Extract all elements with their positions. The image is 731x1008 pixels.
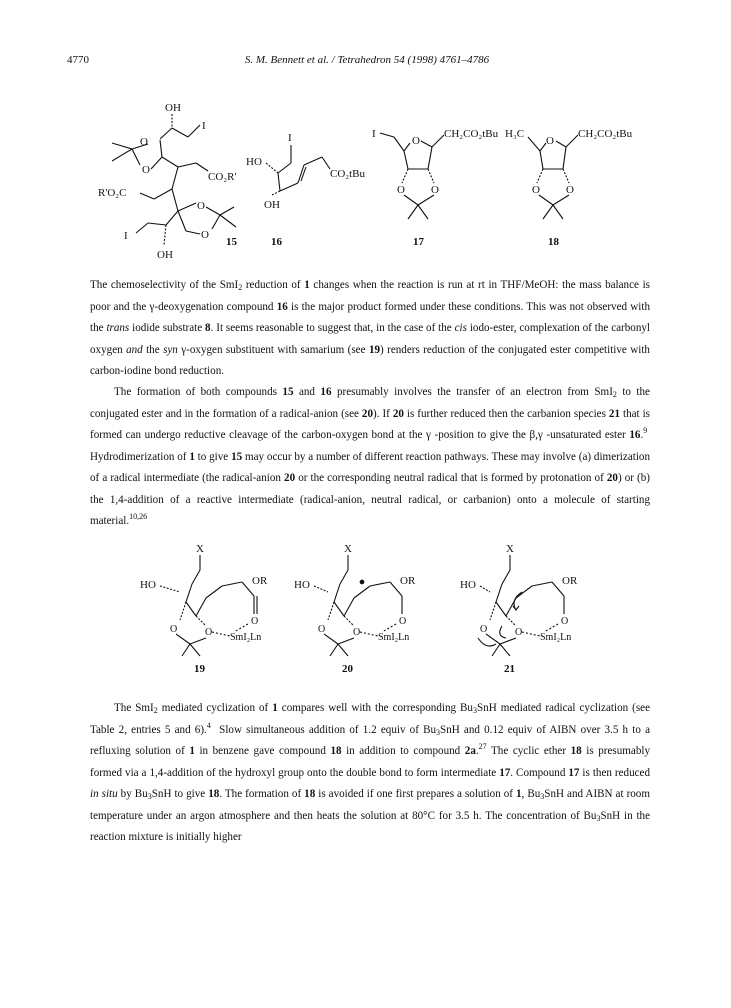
atom-label: O <box>546 135 554 147</box>
atom-label: O <box>515 627 523 638</box>
atom-label: R'O₂C <box>98 187 127 199</box>
structure-18 <box>505 128 633 248</box>
running-head: S. M. Bennett et al. / Tetrahedron 54 (1998) 4761–4786 <box>244 54 490 66</box>
compound-label: 18 <box>548 236 559 248</box>
atom-label: I <box>124 230 128 242</box>
atom-label: H₃C <box>505 128 525 140</box>
scheme-intermediates-19-21 <box>0 540 731 680</box>
compound-label: 19 <box>194 663 205 675</box>
compound-label: 20 <box>342 663 353 675</box>
atom-label: O <box>142 164 150 176</box>
atom-label: CO₂R' <box>208 171 237 183</box>
atom-label: HO <box>460 579 476 591</box>
atom-label: O <box>197 200 205 212</box>
atom-label: O <box>140 136 148 148</box>
atom-label: O <box>353 627 361 638</box>
paragraph-2: The formation of both compounds 15 and 16 presumably involves the transfer of an electron from SmI$_2$ to the conjugated ester and in the formation of a radical-anion (see 20). If 20 is further reduced then the carbanion species 21 that is formed can undergo reductive cleavage of the carbon-oxygen bond at the γ -position to give the β,γ -unsaturated ester 16.$^9$ Hydrodimerization of 1 to give 15 may occur by a number of different reaction pathways. These may involve (a) dimerization of a radical intermediate (the radical-anion 20 or the corresponding neutral radical that is formed by protonation of 20) or (b) the 1,4-addition of a reactive intermediate (radical-anion, neutral radical, or carbanion) onto a molecule of starting material.$^{10,26}$ <box>90 386 650 527</box>
atom-label: I <box>288 132 292 144</box>
atom-label: OR <box>400 575 416 587</box>
structure-20 <box>294 543 416 675</box>
structure-21 <box>460 543 578 675</box>
atom-label: HO <box>140 579 156 591</box>
atom-label: SmI₂Ln <box>540 632 572 643</box>
scheme-compounds-15-18 <box>0 95 731 265</box>
atom-label: SmI₂Ln <box>378 632 410 643</box>
atom-label: OH <box>264 199 280 211</box>
atom-label: O <box>397 184 405 196</box>
atom-label: I <box>372 128 376 140</box>
paragraph-1: The chemoselectivity of the SmI$_2$ reduction of 1 changes when the reaction is run at rt in THF/MeOH: the mass balance is poor and the γ-deoxygenation compound 16 is the major product formed under these conditions. This was not observed with the trans iodide substrate 8. It seems reasonable to suggest that, in the case of the cis iodo-ester, complexation of the carbonyl oxygen and the syn γ-oxygen substituent with samarium (see 19) renders reduction of the conjugated ester competitive with carbon-iodine bond reduction. <box>90 279 651 377</box>
atom-label: HO <box>294 579 310 591</box>
page-number: 4770 <box>67 54 89 66</box>
atom-label: O <box>532 184 540 196</box>
page-header <box>67 54 667 70</box>
structure-17 <box>372 128 499 248</box>
atom-label: O <box>201 229 209 241</box>
atom-label: CH₂CO₂tBu <box>578 128 633 140</box>
atom-label: CH₂CO₂tBu <box>444 128 499 140</box>
compound-label: 15 <box>226 236 237 248</box>
atom-label: X <box>344 543 352 555</box>
atom-label: HO <box>246 156 262 168</box>
structure-16 <box>246 132 366 248</box>
atom-label: O <box>251 616 259 627</box>
atom-label: O <box>412 135 420 147</box>
structure-15 <box>98 102 238 261</box>
atom-label: X <box>196 543 204 555</box>
compound-label: 17 <box>413 236 424 248</box>
atom-label: OR <box>562 575 578 587</box>
atom-label: X <box>506 543 514 555</box>
atom-label: O <box>318 624 326 635</box>
atom-label: O <box>480 624 488 635</box>
atom-label: O <box>399 616 407 627</box>
atom-label: CO₂tBu <box>330 168 366 180</box>
atom-label: O <box>431 184 439 196</box>
atom-label: O <box>566 184 574 196</box>
paragraph-3: The SmI$_2$ mediated cyclization of 1 compares well with the corresponding $Bu_3SnH$ mediated radical cyclization (see Table 2, entries 5 and 6).$^4$ Slow simultaneous addition of 1.2 equiv of $Bu_3SnH$ and 0.12 equiv of AIBN over 3.5 h to a refluxing solution of 1 in benzene gave compound 18 in addition to compound 2a.$^{27}$ The cyclic ether 18 is presumably formed via a 1,4-addition of the hydroxyl group onto the double bond to form intermediate 17. Compound 17 is then reduced in situ by $Bu_3SnH$ to give 18. The formation of 18 is avoided if one first prepares a solution of 1, $Bu_3SnH$ and AIBN at room temperature under an argon atmosphere and then heats the solution at 80°C for 3.5 h. The concentration of $Bu_3SnH$ in the reaction mixture is initially higher <box>90 702 651 843</box>
atom-label: O <box>205 627 213 638</box>
compound-label: 16 <box>271 236 282 248</box>
atom-label: OR <box>252 575 268 587</box>
compound-label: 21 <box>504 663 515 675</box>
atom-label: OH <box>165 102 181 114</box>
atom-label: OH <box>157 249 173 261</box>
structure-19 <box>140 543 268 675</box>
atom-label: O <box>561 616 569 627</box>
atom-label: I <box>202 120 206 132</box>
atom-label: SmI₂Ln <box>230 632 262 643</box>
atom-label: O <box>170 624 178 635</box>
